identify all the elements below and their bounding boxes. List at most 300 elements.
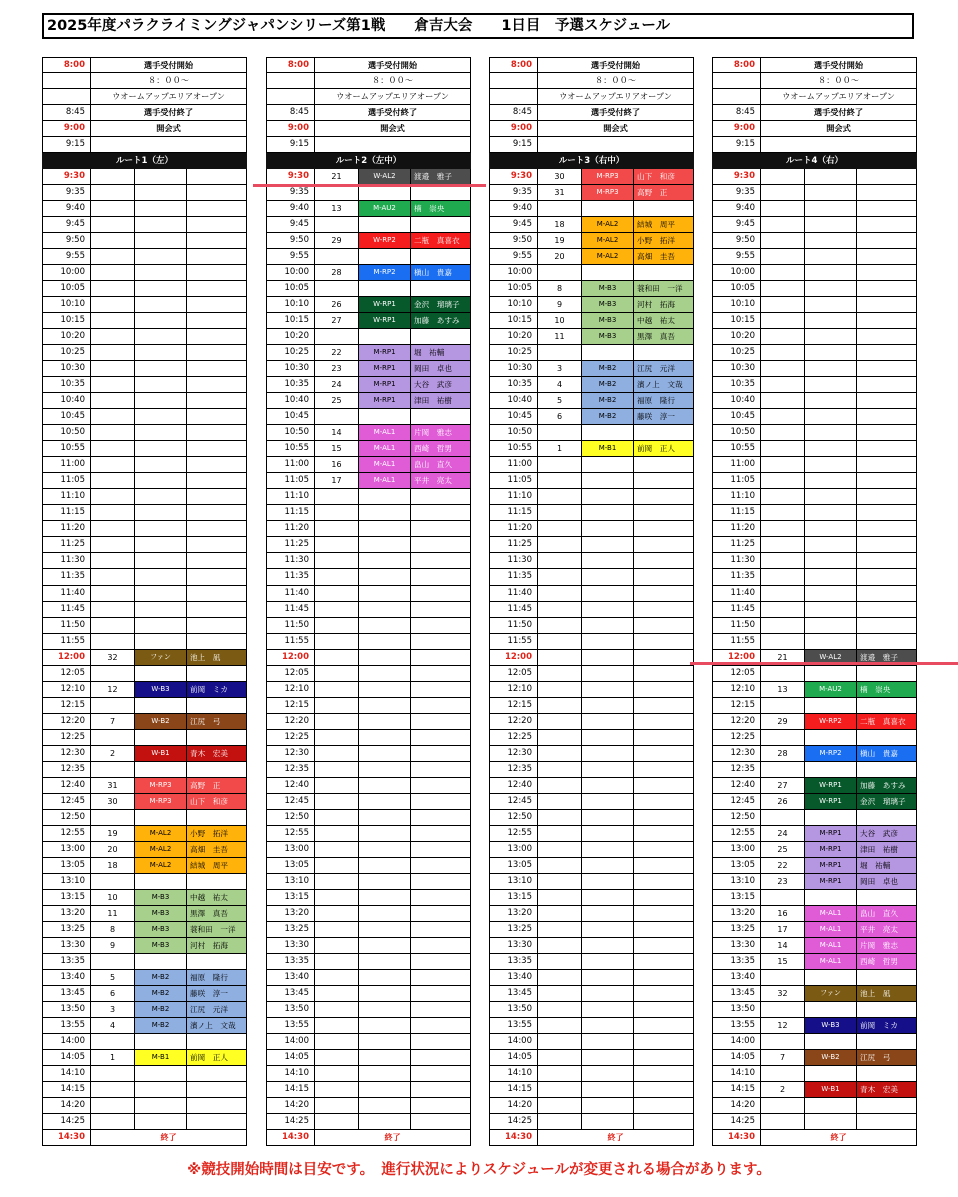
time-cell: 12:30 xyxy=(489,746,538,762)
class-badge xyxy=(359,217,411,233)
schedule-row xyxy=(489,249,694,265)
header-row xyxy=(266,57,471,73)
class-badge xyxy=(135,313,187,329)
header-text xyxy=(761,137,917,153)
athlete-name xyxy=(634,778,694,794)
time-cell: 10:50 xyxy=(266,425,315,441)
bib-number xyxy=(761,586,805,602)
time-cell: 10:00 xyxy=(266,265,315,281)
athlete-name: 中越 祐太 xyxy=(187,890,247,906)
athlete-name: 平井 亮太 xyxy=(857,922,917,938)
athlete-name xyxy=(634,986,694,1002)
time-cell: 14:00 xyxy=(266,1034,315,1050)
schedule-row xyxy=(489,874,694,890)
schedule-panel-route-3 xyxy=(489,57,694,1146)
header-row xyxy=(489,105,694,121)
bib-number xyxy=(538,1002,582,1018)
time-cell: 10:45 xyxy=(266,409,315,425)
schedule-row xyxy=(42,906,247,922)
time-cell: 10:50 xyxy=(489,425,538,441)
schedule-row xyxy=(712,586,917,602)
class-badge: M-AL2 xyxy=(582,249,634,265)
class-badge xyxy=(582,778,634,794)
time-cell: 13:05 xyxy=(266,858,315,874)
athlete-name xyxy=(411,698,471,714)
bib-number xyxy=(538,842,582,858)
athlete-name xyxy=(411,874,471,890)
time-cell: 10:05 xyxy=(712,281,761,297)
bib-number xyxy=(315,1098,359,1114)
class-badge xyxy=(135,361,187,377)
bib-number xyxy=(91,457,135,473)
athlete-name xyxy=(857,377,917,393)
bib-number xyxy=(761,890,805,906)
athlete-name xyxy=(634,698,694,714)
bib-number xyxy=(91,730,135,746)
schedule-row xyxy=(712,249,917,265)
header-row xyxy=(266,137,471,153)
bib-number: 18 xyxy=(538,217,582,233)
time-cell: 14:05 xyxy=(266,1050,315,1066)
time-cell: 10:40 xyxy=(712,393,761,409)
time-cell: 11:05 xyxy=(42,473,91,489)
athlete-name xyxy=(634,345,694,361)
schedule-row xyxy=(266,505,471,521)
bib-number: 10 xyxy=(538,313,582,329)
bib-number xyxy=(761,762,805,778)
class-badge xyxy=(582,1034,634,1050)
schedule-row xyxy=(266,569,471,585)
time-cell: 9:15 xyxy=(42,137,91,153)
class-badge xyxy=(135,1114,187,1130)
athlete-name xyxy=(857,249,917,265)
athlete-name xyxy=(634,810,694,826)
athlete-name xyxy=(411,890,471,906)
time-cell: 10:35 xyxy=(712,377,761,393)
athlete-name xyxy=(634,682,694,698)
schedule-row xyxy=(489,521,694,537)
bib-number xyxy=(91,441,135,457)
athlete-name xyxy=(187,409,247,425)
time-cell: 12:30 xyxy=(712,746,761,762)
bib-number: 30 xyxy=(91,794,135,810)
athlete-name xyxy=(634,425,694,441)
athlete-name: 結城 周平 xyxy=(634,217,694,233)
bib-number: 32 xyxy=(761,986,805,1002)
bib-number xyxy=(91,249,135,265)
athlete-name: 西崎 哲男 xyxy=(411,441,471,457)
bib-number: 1 xyxy=(91,1050,135,1066)
class-badge: W-RP1 xyxy=(805,794,857,810)
athlete-name xyxy=(187,457,247,473)
athlete-name: 高野 正 xyxy=(634,185,694,201)
time-cell: 10:30 xyxy=(712,361,761,377)
schedule-row xyxy=(42,1002,247,1018)
time-cell: 13:10 xyxy=(489,874,538,890)
schedule-panel-route-2 xyxy=(266,57,471,1146)
class-badge xyxy=(359,762,411,778)
header-row xyxy=(712,121,917,137)
time-cell: 10:30 xyxy=(42,361,91,377)
bib-number xyxy=(315,185,359,201)
athlete-name xyxy=(634,954,694,970)
athlete-name xyxy=(634,537,694,553)
bib-number xyxy=(315,602,359,618)
bib-number xyxy=(538,730,582,746)
class-badge xyxy=(582,762,634,778)
class-badge xyxy=(582,714,634,730)
time-cell: 9:30 xyxy=(266,169,315,185)
bib-number xyxy=(91,201,135,217)
time-cell: 13:50 xyxy=(42,1002,91,1018)
athlete-name xyxy=(857,185,917,201)
class-badge: W-B3 xyxy=(805,1018,857,1034)
class-badge xyxy=(135,666,187,682)
schedule-row xyxy=(489,794,694,810)
athlete-name xyxy=(634,922,694,938)
time-cell: 13:15 xyxy=(266,890,315,906)
class-badge xyxy=(805,169,857,185)
class-badge xyxy=(135,569,187,585)
bib-number: 13 xyxy=(315,201,359,217)
schedule-row xyxy=(266,393,471,409)
class-badge: M-AU2 xyxy=(805,682,857,698)
class-badge xyxy=(582,425,634,441)
class-badge xyxy=(805,217,857,233)
schedule-row xyxy=(489,666,694,682)
class-badge xyxy=(805,233,857,249)
time-cell: 10:20 xyxy=(42,329,91,345)
schedule-row xyxy=(266,521,471,537)
time-cell: 13:05 xyxy=(489,858,538,874)
schedule-row xyxy=(42,826,247,842)
schedule-row xyxy=(489,297,694,313)
time-cell: 11:30 xyxy=(489,553,538,569)
bib-number xyxy=(91,810,135,826)
class-badge xyxy=(135,505,187,521)
class-badge: W-RP2 xyxy=(805,714,857,730)
header-text: ８：００～ xyxy=(91,73,247,89)
athlete-name xyxy=(857,634,917,650)
time-cell: 11:50 xyxy=(266,618,315,634)
time-cell: 13:55 xyxy=(266,1018,315,1034)
athlete-name xyxy=(634,602,694,618)
schedule-row xyxy=(712,1034,917,1050)
schedule-row xyxy=(42,425,247,441)
schedule-row xyxy=(489,201,694,217)
time-cell: 12:15 xyxy=(489,698,538,714)
bib-number xyxy=(538,698,582,714)
time-cell: 10:50 xyxy=(42,425,91,441)
class-badge xyxy=(805,666,857,682)
schedule-row xyxy=(489,537,694,553)
class-badge xyxy=(359,666,411,682)
bib-number: 14 xyxy=(315,425,359,441)
athlete-name: 蓑和田 一洋 xyxy=(634,281,694,297)
athlete-name xyxy=(634,842,694,858)
time-cell: 13:10 xyxy=(712,874,761,890)
bib-number xyxy=(761,569,805,585)
time-cell: 9:45 xyxy=(266,217,315,233)
class-badge xyxy=(135,618,187,634)
athlete-name xyxy=(634,746,694,762)
end-row xyxy=(712,1130,917,1146)
athlete-name xyxy=(411,505,471,521)
athlete-name xyxy=(411,537,471,553)
header-text: ウオームアップエリアオープン xyxy=(538,89,694,105)
schedule-row xyxy=(712,409,917,425)
time-cell: 12:20 xyxy=(266,714,315,730)
schedule-row xyxy=(266,1082,471,1098)
schedule-row xyxy=(712,313,917,329)
time-cell: 13:15 xyxy=(712,890,761,906)
header-row xyxy=(489,89,694,105)
bib-number xyxy=(315,489,359,505)
schedule-row xyxy=(489,586,694,602)
time-cell: 13:10 xyxy=(266,874,315,890)
time-cell: 14:30 xyxy=(712,1130,761,1146)
class-badge: M-B3 xyxy=(135,938,187,954)
class-badge xyxy=(359,521,411,537)
schedule-row xyxy=(712,265,917,281)
bib-number xyxy=(761,249,805,265)
schedule-row xyxy=(712,553,917,569)
athlete-name: 高畑 圭吾 xyxy=(634,249,694,265)
athlete-name xyxy=(634,457,694,473)
athlete-name xyxy=(634,569,694,585)
time-cell: 11:40 xyxy=(712,586,761,602)
schedule-row xyxy=(489,858,694,874)
time-cell: 14:30 xyxy=(489,1130,538,1146)
header-text: 選手受付開始 xyxy=(91,57,247,73)
bib-number xyxy=(538,746,582,762)
athlete-name: 楠 崇央 xyxy=(411,201,471,217)
athlete-name: 大谷 武彦 xyxy=(411,377,471,393)
athlete-name xyxy=(857,505,917,521)
time-cell: 12:25 xyxy=(266,730,315,746)
schedule-row xyxy=(489,698,694,714)
class-badge: W-B2 xyxy=(805,1050,857,1066)
class-badge xyxy=(135,217,187,233)
athlete-name xyxy=(411,1002,471,1018)
bib-number xyxy=(91,634,135,650)
athlete-name xyxy=(634,1066,694,1082)
time-cell: 9:45 xyxy=(42,217,91,233)
time-cell: 9:55 xyxy=(712,249,761,265)
class-badge: M-AL1 xyxy=(805,938,857,954)
bib-number xyxy=(538,489,582,505)
bib-number xyxy=(538,826,582,842)
time-cell: 13:20 xyxy=(712,906,761,922)
class-badge: M-AL1 xyxy=(805,922,857,938)
header-text: ウオームアップエリアオープン xyxy=(761,89,917,105)
bib-number: 12 xyxy=(91,682,135,698)
time-cell: 11:25 xyxy=(489,537,538,553)
time-cell: 12:50 xyxy=(266,810,315,826)
time-cell: 13:00 xyxy=(712,842,761,858)
time-cell: 13:45 xyxy=(489,986,538,1002)
class-badge xyxy=(135,249,187,265)
time-cell: 10:55 xyxy=(489,441,538,457)
class-badge xyxy=(805,345,857,361)
bib-number xyxy=(538,1114,582,1130)
time-cell: 10:35 xyxy=(266,377,315,393)
schedule-row xyxy=(42,409,247,425)
time-cell: 12:05 xyxy=(266,666,315,682)
athlete-name xyxy=(411,1066,471,1082)
time-cell: 9:00 xyxy=(712,121,761,137)
athlete-name xyxy=(857,890,917,906)
bib-number: 28 xyxy=(761,746,805,762)
time-cell: 13:40 xyxy=(712,970,761,986)
class-badge xyxy=(582,1018,634,1034)
athlete-name: 加藤 あすみ xyxy=(857,778,917,794)
time-cell: 12:00 xyxy=(266,650,315,666)
class-badge xyxy=(135,393,187,409)
header-row xyxy=(712,73,917,89)
class-badge xyxy=(805,569,857,585)
time-cell: 11:55 xyxy=(489,634,538,650)
schedule-row xyxy=(712,842,917,858)
schedule-row xyxy=(42,778,247,794)
class-badge xyxy=(582,634,634,650)
athlete-name xyxy=(187,730,247,746)
schedule-row xyxy=(489,489,694,505)
bib-number: 7 xyxy=(761,1050,805,1066)
class-badge xyxy=(359,1002,411,1018)
bib-number: 22 xyxy=(315,345,359,361)
time-cell: 10:20 xyxy=(489,329,538,345)
class-badge: M-B3 xyxy=(135,890,187,906)
bib-number: 21 xyxy=(761,650,805,666)
bib-number xyxy=(761,489,805,505)
time-cell: 11:55 xyxy=(42,634,91,650)
bib-number xyxy=(538,906,582,922)
schedule-row xyxy=(42,986,247,1002)
time-cell: 9:50 xyxy=(712,233,761,249)
bib-number xyxy=(761,553,805,569)
class-badge xyxy=(135,537,187,553)
athlete-name: 二瓶 真喜衣 xyxy=(857,714,917,730)
athlete-name xyxy=(187,762,247,778)
class-badge xyxy=(359,746,411,762)
time-cell: 10:20 xyxy=(712,329,761,345)
schedule-panel-route-4 xyxy=(712,57,917,1146)
athlete-name xyxy=(411,970,471,986)
schedule-row xyxy=(712,1050,917,1066)
bib-number xyxy=(91,954,135,970)
athlete-name xyxy=(634,1034,694,1050)
bib-number xyxy=(538,762,582,778)
schedule-row xyxy=(489,281,694,297)
class-badge xyxy=(582,553,634,569)
class-badge xyxy=(582,650,634,666)
time-cell: 11:45 xyxy=(712,602,761,618)
athlete-name xyxy=(187,265,247,281)
time-cell: 10:00 xyxy=(42,265,91,281)
end-row xyxy=(266,1130,471,1146)
time-cell: 11:15 xyxy=(266,505,315,521)
time-cell: 13:55 xyxy=(489,1018,538,1034)
class-badge xyxy=(359,634,411,650)
time-cell: 11:10 xyxy=(266,489,315,505)
class-badge xyxy=(582,265,634,281)
class-badge: M-RP1 xyxy=(805,842,857,858)
bib-number xyxy=(315,746,359,762)
bib-number: 31 xyxy=(538,185,582,201)
time-cell: 14:25 xyxy=(712,1114,761,1130)
bib-number: 2 xyxy=(91,746,135,762)
athlete-name xyxy=(857,265,917,281)
athlete-name xyxy=(857,425,917,441)
time-cell xyxy=(489,89,538,105)
bib-number: 3 xyxy=(538,361,582,377)
athlete-name: 前岡 正人 xyxy=(634,441,694,457)
athlete-name xyxy=(857,698,917,714)
schedule-row xyxy=(266,169,471,185)
athlete-name xyxy=(411,730,471,746)
schedule-row xyxy=(266,1050,471,1066)
time-cell: 12:05 xyxy=(42,666,91,682)
class-badge xyxy=(805,634,857,650)
time-cell: 12:35 xyxy=(489,762,538,778)
schedule-row xyxy=(42,329,247,345)
bib-number xyxy=(761,618,805,634)
time-cell: 11:55 xyxy=(266,634,315,650)
time-cell: 9:35 xyxy=(489,185,538,201)
class-badge xyxy=(359,826,411,842)
athlete-name xyxy=(187,201,247,217)
athlete-name: 平井 亮太 xyxy=(411,473,471,489)
athlete-name: 前岡 ミカ xyxy=(857,1018,917,1034)
bib-number: 21 xyxy=(315,169,359,185)
time-cell: 11:15 xyxy=(42,505,91,521)
time-cell: 9:40 xyxy=(266,201,315,217)
time-cell: 11:35 xyxy=(712,569,761,585)
bib-number: 29 xyxy=(761,714,805,730)
time-cell: 11:10 xyxy=(42,489,91,505)
athlete-name xyxy=(634,762,694,778)
athlete-name xyxy=(411,489,471,505)
time-cell: 13:35 xyxy=(266,954,315,970)
class-badge xyxy=(359,553,411,569)
schedule-row xyxy=(266,457,471,473)
schedule-row xyxy=(42,666,247,682)
athlete-name xyxy=(857,1066,917,1082)
time-cell: 8:45 xyxy=(712,105,761,121)
class-badge xyxy=(135,489,187,505)
class-badge: M-RP3 xyxy=(135,778,187,794)
time-cell: 8:00 xyxy=(42,57,91,73)
athlete-name xyxy=(411,778,471,794)
class-badge xyxy=(135,409,187,425)
time-cell: 11:45 xyxy=(489,602,538,618)
bib-number xyxy=(538,425,582,441)
schedule-row xyxy=(489,505,694,521)
bib-number xyxy=(91,361,135,377)
schedule-row xyxy=(489,922,694,938)
class-badge xyxy=(135,425,187,441)
schedule-row xyxy=(266,329,471,345)
header-row xyxy=(266,121,471,137)
athlete-name xyxy=(411,249,471,265)
bib-number xyxy=(761,393,805,409)
bib-number: 15 xyxy=(761,954,805,970)
time-cell: 10:15 xyxy=(266,313,315,329)
bib-number: 6 xyxy=(538,409,582,425)
schedule-row xyxy=(489,1066,694,1082)
schedule-row xyxy=(489,265,694,281)
